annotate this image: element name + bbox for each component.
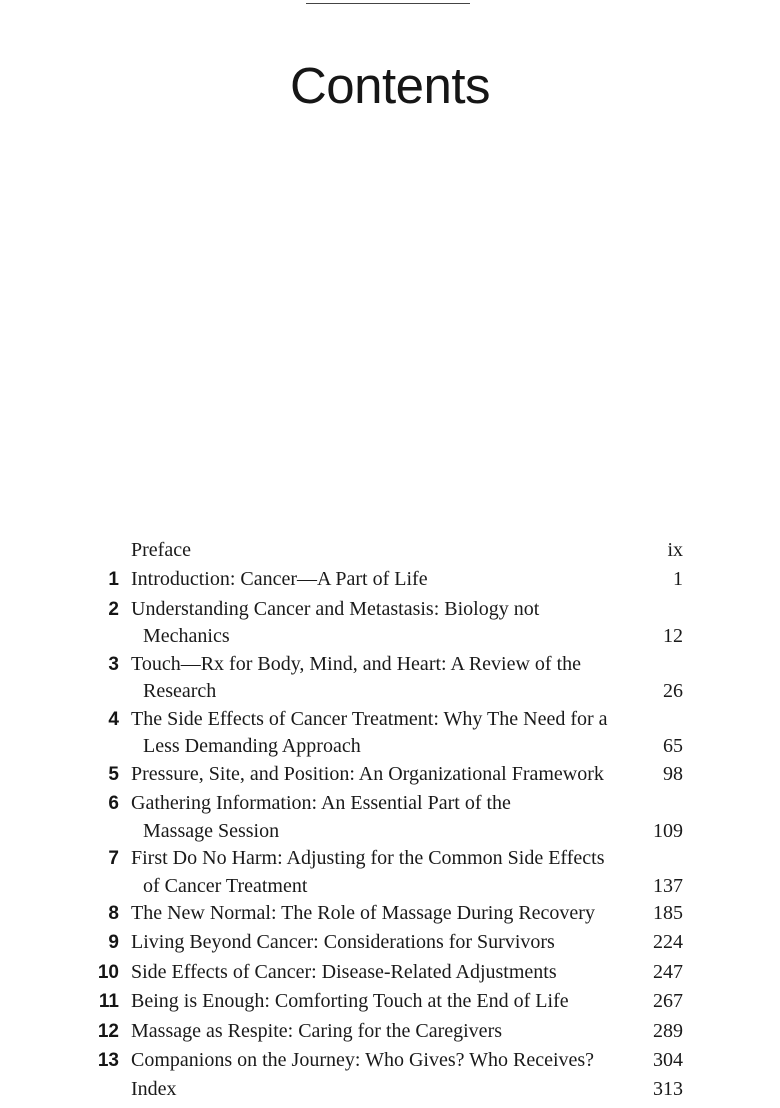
page-number: 12 bbox=[663, 625, 683, 648]
page-number: 313 bbox=[653, 1078, 683, 1101]
chapter-title-line: The Side Effects of Cancer Treatment: Why The Need for a bbox=[131, 707, 608, 730]
chapter-title-line: Research bbox=[143, 680, 217, 703]
page-number: ix bbox=[667, 538, 683, 561]
chapter-title bbox=[131, 760, 631, 789]
chapter-title bbox=[131, 928, 631, 957]
chapter-title bbox=[131, 1075, 631, 1104]
page-number: 289 bbox=[653, 1019, 683, 1042]
chapter-title bbox=[131, 958, 631, 987]
chapter-title-line: Gathering Information: An Essential Part of the bbox=[131, 792, 511, 815]
chapter-number: 12 bbox=[97, 1020, 119, 1042]
toc-entry[interactable] bbox=[0, 705, 780, 760]
chapter-title-line: The New Normal: The Role of Massage During Recovery bbox=[131, 902, 595, 925]
page-number: 247 bbox=[653, 960, 683, 983]
chapter-title-line: Index bbox=[131, 1078, 177, 1101]
chapter-title bbox=[131, 595, 631, 650]
chapter-title-line: Being is Enough: Comforting Touch at the End of Life bbox=[131, 990, 569, 1013]
chapter-number: 7 bbox=[108, 848, 119, 870]
page-number: 304 bbox=[653, 1049, 683, 1072]
page-number: 137 bbox=[653, 874, 683, 897]
chapter-title-line: Less Demanding Approach bbox=[143, 735, 361, 758]
chapter-title bbox=[131, 650, 631, 705]
page-title: Contents bbox=[289, 57, 491, 114]
chapter-title-line: Understanding Cancer and Metastasis: Biology not bbox=[131, 597, 540, 620]
chapter-title bbox=[131, 536, 631, 565]
chapter-title-line: First Do No Harm: Adjusting for the Common Side Effects bbox=[131, 847, 605, 870]
table-of-contents bbox=[0, 536, 780, 1105]
chapter-title bbox=[131, 987, 631, 1016]
chapter-number: 2 bbox=[108, 598, 119, 620]
chapter-title-line: Companions on the Journey: Who Gives? Who Receives? bbox=[131, 1049, 595, 1072]
toc-entry[interactable] bbox=[0, 650, 780, 705]
chapter-number: 8 bbox=[108, 903, 119, 925]
toc-entry[interactable] bbox=[0, 1017, 780, 1046]
chapter-number: 9 bbox=[108, 932, 119, 954]
chapter-title bbox=[131, 565, 631, 594]
page-number: 267 bbox=[653, 990, 683, 1013]
chapter-number: 10 bbox=[97, 961, 119, 983]
chapter-title bbox=[131, 1017, 631, 1046]
chapter-number: 6 bbox=[108, 793, 119, 815]
chapter-title-line: Massage as Respite: Caring for the Caregivers bbox=[131, 1019, 503, 1042]
page-number: 185 bbox=[653, 902, 683, 925]
toc-entry[interactable] bbox=[0, 899, 780, 928]
chapter-number: 1 bbox=[108, 569, 119, 591]
top-rule bbox=[306, 3, 470, 4]
chapter-number: 3 bbox=[108, 653, 119, 675]
chapter-title-line: Pressure, Site, and Position: An Organizational Framework bbox=[131, 762, 604, 785]
toc-entry[interactable] bbox=[0, 1075, 780, 1104]
page-number: 1 bbox=[673, 568, 683, 591]
toc-entry[interactable] bbox=[0, 958, 780, 987]
chapter-title-line: Massage Session bbox=[143, 819, 280, 842]
chapter-title-line: Introduction: Cancer—A Part of Life bbox=[131, 568, 428, 591]
page-number: 65 bbox=[663, 735, 683, 758]
page-number: 224 bbox=[653, 931, 683, 954]
chapter-number: 5 bbox=[108, 763, 119, 785]
toc-entry[interactable] bbox=[0, 987, 780, 1016]
chapter-title bbox=[131, 789, 631, 844]
page-number: 26 bbox=[663, 680, 683, 703]
chapter-title-line: of Cancer Treatment bbox=[143, 874, 308, 897]
chapter-title-line: Side Effects of Cancer: Disease-Related Adjustments bbox=[131, 960, 557, 983]
toc-entry[interactable] bbox=[0, 844, 780, 899]
chapter-number: 11 bbox=[98, 991, 119, 1013]
toc-entry[interactable] bbox=[0, 760, 780, 789]
toc-entry[interactable] bbox=[0, 1046, 780, 1075]
chapter-number: 4 bbox=[108, 708, 119, 730]
chapter-title bbox=[131, 899, 631, 928]
chapter-number: 13 bbox=[97, 1050, 119, 1072]
chapter-title-line: Preface bbox=[131, 539, 191, 561]
page-number: 98 bbox=[663, 762, 683, 785]
chapter-title bbox=[131, 1046, 631, 1075]
chapter-title bbox=[131, 705, 631, 760]
toc-entry[interactable] bbox=[0, 595, 780, 650]
page-number: 109 bbox=[653, 819, 683, 842]
toc-entry[interactable] bbox=[0, 565, 780, 594]
toc-entry[interactable] bbox=[0, 789, 780, 844]
toc-entry[interactable] bbox=[0, 536, 780, 565]
chapter-title-line: Living Beyond Cancer: Considerations for Survivors bbox=[131, 931, 555, 954]
chapter-title-line: Touch—Rx for Body, Mind, and Heart: A Review of the bbox=[131, 652, 582, 675]
chapter-title-line: Mechanics bbox=[143, 625, 230, 648]
toc-entry[interactable] bbox=[0, 928, 780, 957]
chapter-title bbox=[131, 844, 631, 899]
